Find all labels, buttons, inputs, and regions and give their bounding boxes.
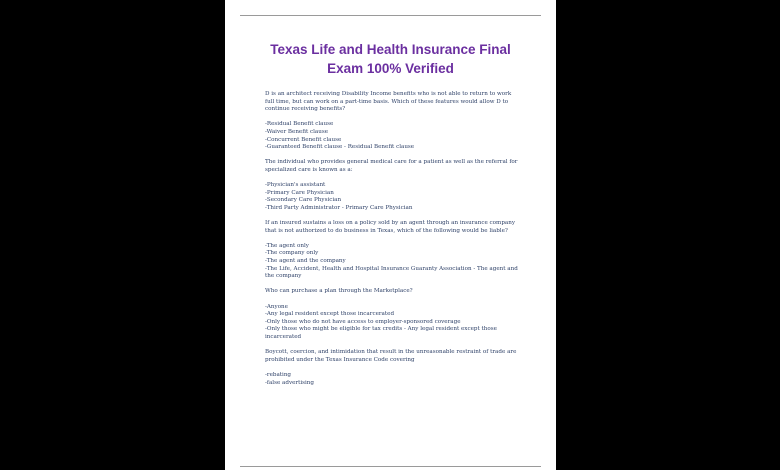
bottom-divider — [240, 466, 541, 467]
answer-option: -The agent only — [265, 242, 309, 249]
question-block — [265, 159, 521, 212]
question-block — [265, 288, 521, 341]
question-text: Boycott, coercion, and intimidation that result in the unreasonable restraint of trade are prohibited under the Texas Insurance Code covering — [265, 349, 517, 363]
answer-option: -Waiver Benefit clause — [265, 128, 329, 135]
answer-option: -Only those who might be eligible for tax credits - Any legal resident except those incarcerated — [265, 326, 497, 340]
answer-option: -Third Party Administrator - Primary Care Physician — [265, 204, 413, 211]
question-block — [265, 220, 521, 281]
answer-option: -The agent and the company — [265, 258, 346, 265]
document-page — [225, 0, 556, 470]
answer-option: -false advertising — [265, 379, 314, 386]
answer-option: -Anyone — [265, 303, 288, 310]
answer-option: -Residual Benefit clause — [265, 121, 334, 128]
answer-options — [265, 372, 521, 387]
answer-options — [265, 121, 521, 151]
answer-options — [265, 182, 521, 212]
question-text: If an insured sustains a loss on a policy sold by an agent through an insurance company that is not authorized to do business in Texas, which of the following would be liable? — [265, 220, 516, 234]
question-block — [265, 91, 521, 152]
answer-option: -Secondary Care Physician — [265, 197, 342, 204]
answer-options — [265, 243, 521, 281]
answer-options — [265, 304, 521, 342]
answer-option: -Physician's assistant — [265, 182, 326, 189]
top-divider — [240, 15, 541, 16]
document-body — [265, 91, 521, 395]
title-line-1: Texas Life and Health Insurance Final — [270, 42, 511, 57]
document-title — [245, 40, 536, 78]
answer-option: -Primary Care Physician — [265, 189, 334, 196]
answer-option: -rebating — [265, 371, 292, 378]
answer-option: -Only those who do not have access to employer-sponsored coverage — [265, 318, 461, 325]
question-text: Who can purchase a plan through the Marketplace? — [265, 288, 413, 295]
question-text: D is an architect receiving Disability Income benefits who is not able to return to work full time, but can work on a part-time basis. Which of these features would allow D to continue receiving benefits? — [265, 91, 512, 113]
answer-option: -The company only — [265, 250, 319, 257]
answer-option: -Guaranteed Benefit clause - Residual Benefit clause — [265, 144, 415, 151]
question-block — [265, 349, 521, 387]
answer-option: -Any legal resident except those incarcerated — [265, 311, 395, 318]
title-line-2: Exam 100% Verified — [327, 61, 454, 76]
answer-option: -Concurrent Benefit clause — [265, 136, 342, 143]
answer-option: -The Life, Accident, Health and Hospital Insurance Guaranty Association - The agent and the company — [265, 265, 518, 280]
question-text: The individual who provides general medical care for a patient as well as the referral for specialized care is known as a: — [265, 159, 518, 173]
